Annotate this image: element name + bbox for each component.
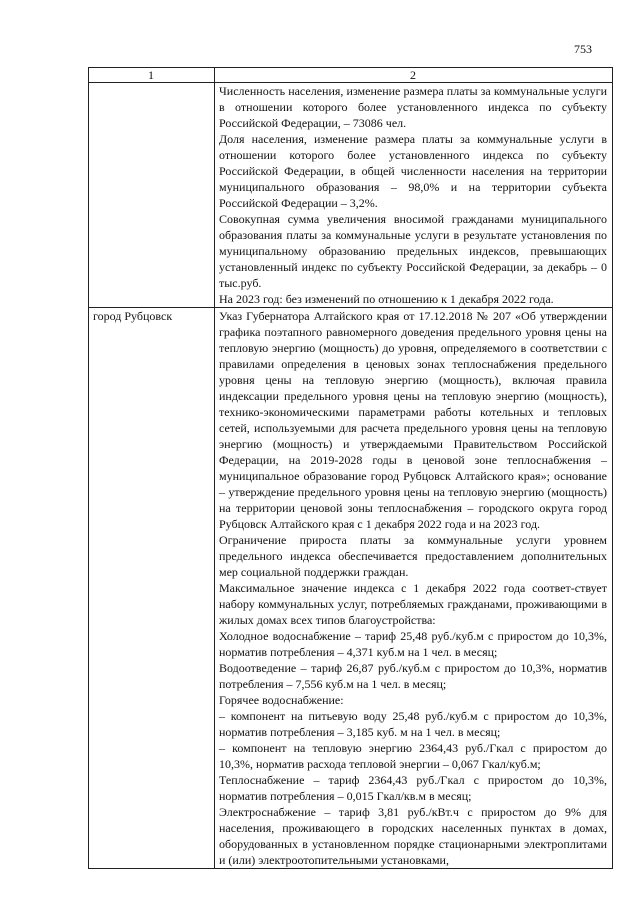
description-cell xyxy=(215,308,613,869)
paragraph: Водоотведение – тариф 26,87 руб./куб.м с приростом до 10,3%, норматив потребления – 7,556 куб.м на 1 чел. в месяц; xyxy=(219,661,607,691)
paragraph: – компонент на питьевую воду 25,48 руб./куб.м с приростом до 10,3%, норматив потребления – 3,185 куб. м на 1 чел. в месяц; xyxy=(219,709,607,739)
paragraph: Холодное водоснабжение – тариф 25,48 руб./куб.м с приростом до 10,3%, норматив потребления – 4,371 куб.м на 1 чел. в месяц; xyxy=(219,629,607,659)
table-row xyxy=(89,83,613,308)
document-table xyxy=(88,67,613,869)
paragraph: Ограничение прироста платы за коммунальные услуги уровнем предельного индекса обеспечивается предоставлением дополнительных мер социальной поддержки граждан. xyxy=(219,533,607,579)
paragraph: Доля населения, изменение размера платы за коммунальные услуги в отношении которого более установленного индекса по субъекту Российской Федерации, в общей численности населения на территории муниципального образования – 98,0% и на территории субъекта Российской Федерации – 3,2%. xyxy=(219,132,607,210)
column-header-1: 1 xyxy=(89,68,215,83)
table-row xyxy=(89,308,613,869)
description-cell xyxy=(215,83,613,308)
paragraph: Максимальное значение индекса с 1 декабря 2022 года соответ-ствует набору коммунальных услуг, потребляемых гражданами, проживающими в жилых домах всех типов благоустройства: xyxy=(219,581,607,627)
paragraph: Указ Губернатора Алтайского края от 17.12.2018 № 207 «Об утверждении графика поэтапного равномерного доведения предельного уровня цены на тепловую энергию (мощность) до уровня, определяемого в соответствии с правилами определения в ценовых зонах теплоснабжения предельного уровня цены на тепловую энергию (мощность), включая правила индексации предельного уровня цены на тепловую энергию (мощность), технико-экономическими параметрами работы котельных и тепловых сетей, используемыми для расчета предельного уровня цены на тепловую энергию (мощность) и утверждаемыми Правительством Российской Федерации, на 2019-2028 годы в ценовой зоне теплоснабжения – муниципальное образование город Рубцовск Алтайского края»; основание – утверждение предельного уровня цены на тепловую энергию (мощность) на территории ценовой зоны теплоснабжения – городского округа город Рубцовск Алтайского края с 1 декабря 2022 года и на 2023 год. xyxy=(219,309,607,531)
paragraph: Численность населения, изменение размера платы за коммунальные услуги в отношении которого более установленного индекса по субъекту Российской Федерации, – 73086 чел. xyxy=(219,84,607,130)
paragraph: На 2023 год: без изменений по отношению к 1 декабря 2022 года. xyxy=(219,292,554,306)
column-header-2: 2 xyxy=(215,68,613,83)
table-header-row xyxy=(89,68,613,83)
page-number: 753 xyxy=(574,42,592,56)
paragraph: Электроснабжение – тариф 3,81 руб./кВт.ч с приростом до 9% для населения, проживающего в городских населенных пунктах в домах, оборудованных в установленном порядке стационарными электроплитами и (или) электроотопительными установками, xyxy=(219,805,607,867)
municipality-cell: город Рубцовск xyxy=(89,308,215,869)
paragraph: Горячее водоснабжение: xyxy=(219,693,344,707)
paragraph: – компонент на тепловую энергию 2364,43 руб./Гкал с приростом до 10,3%, норматив расхода тепловой энергии – 0,067 Гкал/куб.м; xyxy=(219,741,607,771)
paragraph: Совокупная сумма увеличения вносимой гражданами муниципального образования платы за коммунальные услуги в результате установления по муниципальному образованию предельных индексов, превышающих установленный индекс по субъекту Российской Федерации, за декабрь – 0 тыс.руб. xyxy=(219,212,607,290)
paragraph: Теплоснабжение – тариф 2364,43 руб./Гкал с приростом до 10,3%, норматив потребления – 0,015 Гкал/кв.м в месяц; xyxy=(219,773,607,803)
municipality-cell xyxy=(89,83,215,308)
